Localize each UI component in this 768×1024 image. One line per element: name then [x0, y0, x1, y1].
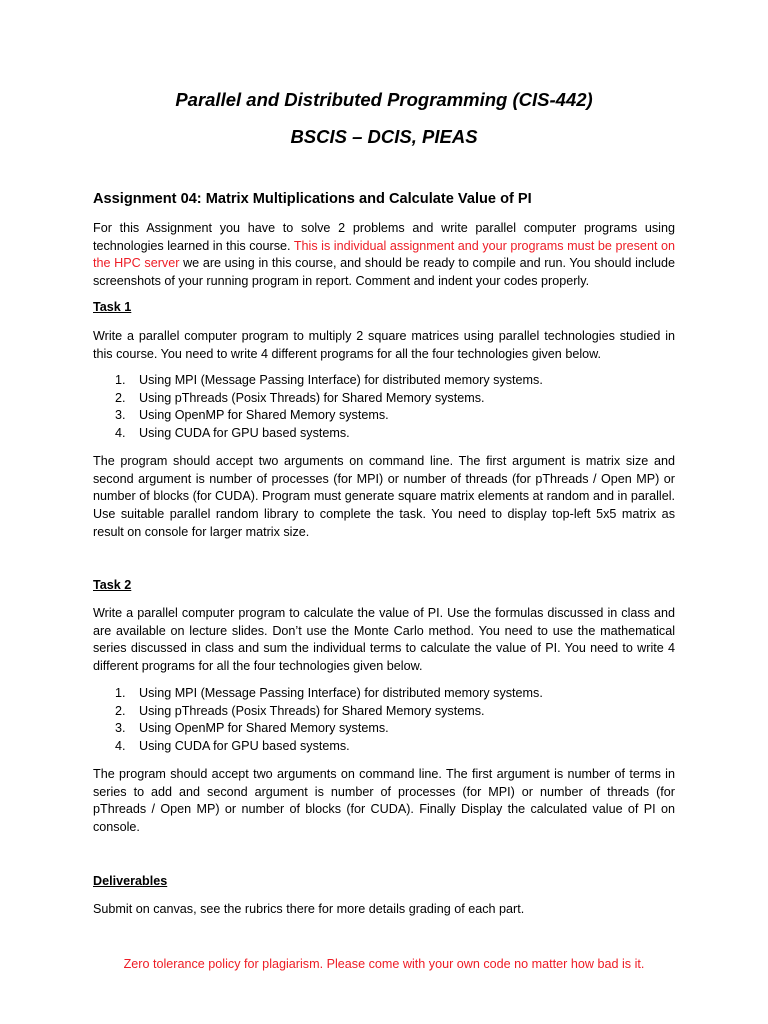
list-item — [93, 738, 675, 756]
task1-heading: Task 1 — [93, 300, 132, 314]
list-item-text: Using OpenMP for Shared Memory systems. — [139, 721, 389, 736]
list-item-text: Using pThreads (Posix Threads) for Shared Memory systems. — [139, 703, 485, 718]
task1-description: Write a parallel computer program to multiply 2 square matrices using parallel technologies studied in this course. You need to write 4 different programs for all the four technologies given below. — [93, 329, 675, 361]
list-item — [93, 703, 675, 721]
task2-list-block — [93, 685, 675, 756]
list-item-number: 4. — [115, 739, 126, 754]
list-item-number: 1. — [115, 686, 126, 700]
assignment-title: Assignment 04: Matrix Multiplications and Calculate Value of PI — [93, 191, 532, 207]
task1-arguments: The program should accept two arguments on command line. The first argument is matrix size and second argument is number of processes (for MPI) or number of threads (for pThreads / Open MP) or number of blocks (for CUDA). Program must generate square matrix elements at random and in parallel. Use suitable parallel random library to complete the task. You need to display top-left 5x5 matrix as result on console for larger matrix size. — [93, 454, 675, 539]
list-item-text: Using CUDA for GPU based systems. — [139, 739, 350, 754]
task2-arguments-block — [93, 766, 675, 837]
list-item — [93, 372, 675, 390]
list-item-number: 1. — [115, 373, 126, 387]
task1-description-block — [93, 328, 675, 363]
list-item-number: 2. — [115, 703, 126, 718]
intro-paragraph — [93, 220, 675, 291]
intro-block — [93, 220, 675, 291]
task1-list-block — [93, 372, 675, 443]
list-item-number: 4. — [115, 426, 126, 441]
list-item-number: 3. — [115, 721, 126, 736]
plagiarism-note: Zero tolerance policy for plagiarism. Please come with your own code no matter how bad is it. — [123, 957, 645, 971]
task2-technology-list — [93, 685, 675, 756]
task2-arguments: The program should accept two arguments on command line. The first argument is number of terms in series to add and second argument is number of processes (for MPI) or number of threads (for pThreads / Open MP) or number of blocks (for CUDA). Finally Display the calculated value of PI on console. — [93, 767, 675, 835]
list-item-number: 2. — [115, 390, 126, 405]
task1-arguments-block — [93, 453, 675, 542]
intro-text-end: we are using in this course, and should be ready to compile and run. You should include screenshots of your running program in report. Comment and indent your codes properly. — [93, 256, 675, 289]
list-item — [93, 425, 675, 443]
task1-heading-block — [93, 299, 675, 317]
list-item-text: Using pThreads (Posix Threads) for Shared Memory systems. — [139, 390, 485, 405]
list-item-text: Using MPI (Message Passing Interface) for distributed memory systems. — [139, 373, 543, 387]
list-item-number: 3. — [115, 408, 126, 423]
intro-text-highlight: This is individual assignment and your programs must be present on the HPC server — [93, 238, 675, 271]
task1-technology-list — [93, 372, 675, 443]
program-title: BSCIS – DCIS, PIEAS — [290, 126, 478, 147]
deliverables-text: Submit on canvas, see the rubrics there for more details grading of each part. — [93, 902, 525, 916]
course-title: Parallel and Distributed Programming (CIS-442) — [175, 89, 593, 110]
deliverables-heading: Deliverables — [93, 874, 168, 888]
list-item-text: Using MPI (Message Passing Interface) for distributed memory systems. — [139, 686, 543, 700]
deliverables-text-block — [93, 901, 675, 919]
task2-description: Write a parallel computer program to calculate the value of PI. Use the formulas discussed in class and are available on lecture slides. Don’t use the Monte Carlo method. You need to use the mathematical series discussed in class and sum the individual terms to calculate the value of PI. You need to write 4 different programs for all the four technologies given below. — [93, 606, 675, 674]
assignment-title-block — [93, 189, 675, 209]
task2-heading-block — [93, 577, 675, 595]
list-item-text: Using CUDA for GPU based systems. — [139, 426, 350, 441]
list-item-text: Using OpenMP for Shared Memory systems. — [139, 408, 389, 423]
deliverables-heading-block — [93, 873, 675, 891]
task2-description-block — [93, 605, 675, 676]
list-item — [93, 720, 675, 738]
task2-heading: Task 2 — [93, 578, 132, 592]
intro-text-start: For this Assignment you have to solve 2 problems and write parallel computer programs using technologies learned in this course. — [93, 221, 675, 253]
list-item — [93, 407, 675, 425]
list-item — [93, 390, 675, 408]
list-item — [93, 685, 675, 703]
